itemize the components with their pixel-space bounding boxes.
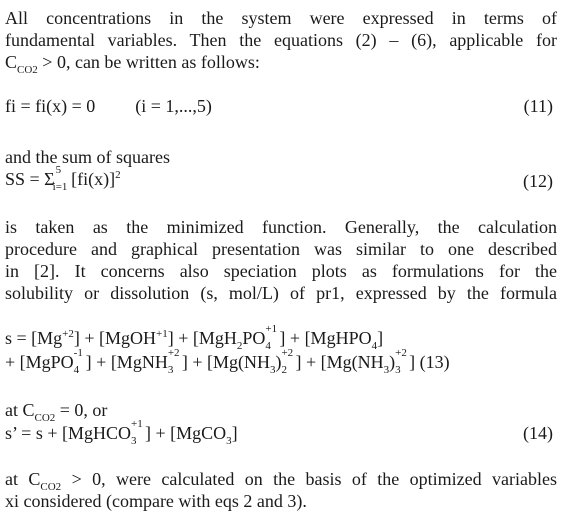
charge-superscript: +2	[281, 347, 294, 359]
charge-superscript: +1	[265, 323, 278, 335]
equation-11-number: (11)	[523, 96, 553, 116]
eq14-text: s’ = s + [MgHCO	[5, 423, 131, 443]
count-subscript: 3	[130, 435, 137, 447]
paragraph-1-line-1: All concentrations in the system were expressed in terms of	[5, 8, 557, 28]
count-subscript: 3	[383, 364, 390, 376]
eq13-text: ] + [MgH	[167, 328, 237, 348]
paragraph-2-line-1: and the sum of squares	[5, 147, 170, 167]
paragraph-1-line-2: fundamental variables. Then the equations (2) – (6), applicable for	[5, 30, 557, 50]
charge-superscript: -1	[73, 347, 83, 359]
count-subscript: 3	[395, 364, 401, 376]
count-subscript: 3	[269, 364, 276, 376]
eq13-text: ] + [Mg(NH	[295, 352, 384, 372]
eq14-text: ]	[231, 423, 238, 443]
eq13-text: )	[275, 352, 282, 372]
eq13-text: ] + [MgHPO	[279, 328, 372, 348]
equation-12-a: SS = Σ	[5, 169, 55, 189]
eq13-text: )	[389, 352, 396, 372]
eq13-text: ] + [MgNH	[85, 352, 168, 372]
p5-text: > 0, were calculated on the basis of the optimized variables	[61, 469, 557, 489]
equation-11-condition: (i = 1,...,5)	[135, 96, 212, 116]
charge-superscript: +2	[395, 347, 407, 359]
equation-13-line-2	[5, 347, 450, 376]
equation-13-line-1	[5, 323, 384, 352]
count-subscript: 4	[265, 340, 271, 352]
eq13-text: ] + [Mg(NH	[181, 352, 270, 372]
sub-sup-stack	[130, 418, 145, 447]
p4-text: at C	[5, 400, 35, 420]
charge-superscript: +2	[167, 347, 180, 359]
paragraph-4-line-1	[5, 400, 108, 424]
sub-sup-stack	[167, 347, 182, 376]
paragraph-1-line-3-rest: > 0, can be written as follows:	[37, 52, 260, 72]
paragraph-5-line-1	[5, 469, 557, 493]
equation-12	[5, 164, 121, 193]
co2-subscript: CO2	[34, 412, 56, 424]
equation-14-number: (14)	[523, 423, 553, 443]
c-symbol: C	[5, 52, 18, 72]
paragraph-3-line-1: is taken as the minimized function. Generally, the calculation	[5, 217, 557, 237]
equation-12-b: [fi(x)]	[66, 169, 116, 189]
p5-text: at C	[5, 469, 41, 489]
eq14-text: ] + [MgCO	[144, 423, 227, 443]
count-subscript: 2	[236, 340, 243, 352]
count-subscript: 3	[167, 364, 174, 376]
eq13-text: s = [Mg	[5, 328, 63, 348]
sub-sup-stack	[281, 347, 295, 376]
equation-12-number: (12)	[523, 171, 553, 191]
eq13-text: ] (13)	[409, 352, 450, 372]
equation-11-lhs: fi = fi(x) = 0	[5, 96, 96, 116]
paragraph-5-line-2: xi considered (compare with eqs 2 and 3).	[5, 491, 307, 511]
charge-superscript: +1	[156, 328, 168, 340]
count-subscript: 3	[226, 435, 232, 447]
co2-subscript: CO2	[17, 64, 38, 76]
charge-superscript: +1	[130, 418, 143, 430]
paragraph-3-line-2: procedure and graphical presentation was similar to one described	[5, 239, 557, 259]
square-superscript: 2	[115, 169, 121, 181]
eq13-text: ] + [MgOH	[73, 328, 157, 348]
p4-text: = 0, or	[55, 400, 108, 420]
count-subscript: 4	[371, 340, 378, 352]
equation-11	[5, 96, 212, 116]
sum-lower-limit: i=1	[52, 181, 68, 193]
sum-limits	[52, 164, 68, 193]
eq13-text: PO	[242, 328, 266, 348]
sub-sup-stack	[395, 347, 409, 376]
eq13-text: + [MgPO	[5, 352, 74, 372]
count-subscript: 2	[281, 364, 287, 376]
charge-superscript: +2	[62, 328, 74, 340]
eq13-text: ]	[377, 328, 384, 348]
sum-upper-limit: 5	[55, 164, 62, 176]
paragraph-1-line-3	[5, 52, 260, 76]
co2-subscript: CO2	[40, 481, 62, 493]
count-subscript: 4	[73, 364, 80, 376]
sub-sup-stack	[73, 347, 86, 376]
paragraph-3-line-4: solubility or dissolution (s, mol/L) of pr1, expressed by the formula	[5, 283, 557, 303]
paragraph-3-line-3: in [2]. It concerns also speciation plots as formulations for the	[5, 261, 557, 281]
sub-sup-stack	[265, 323, 279, 352]
